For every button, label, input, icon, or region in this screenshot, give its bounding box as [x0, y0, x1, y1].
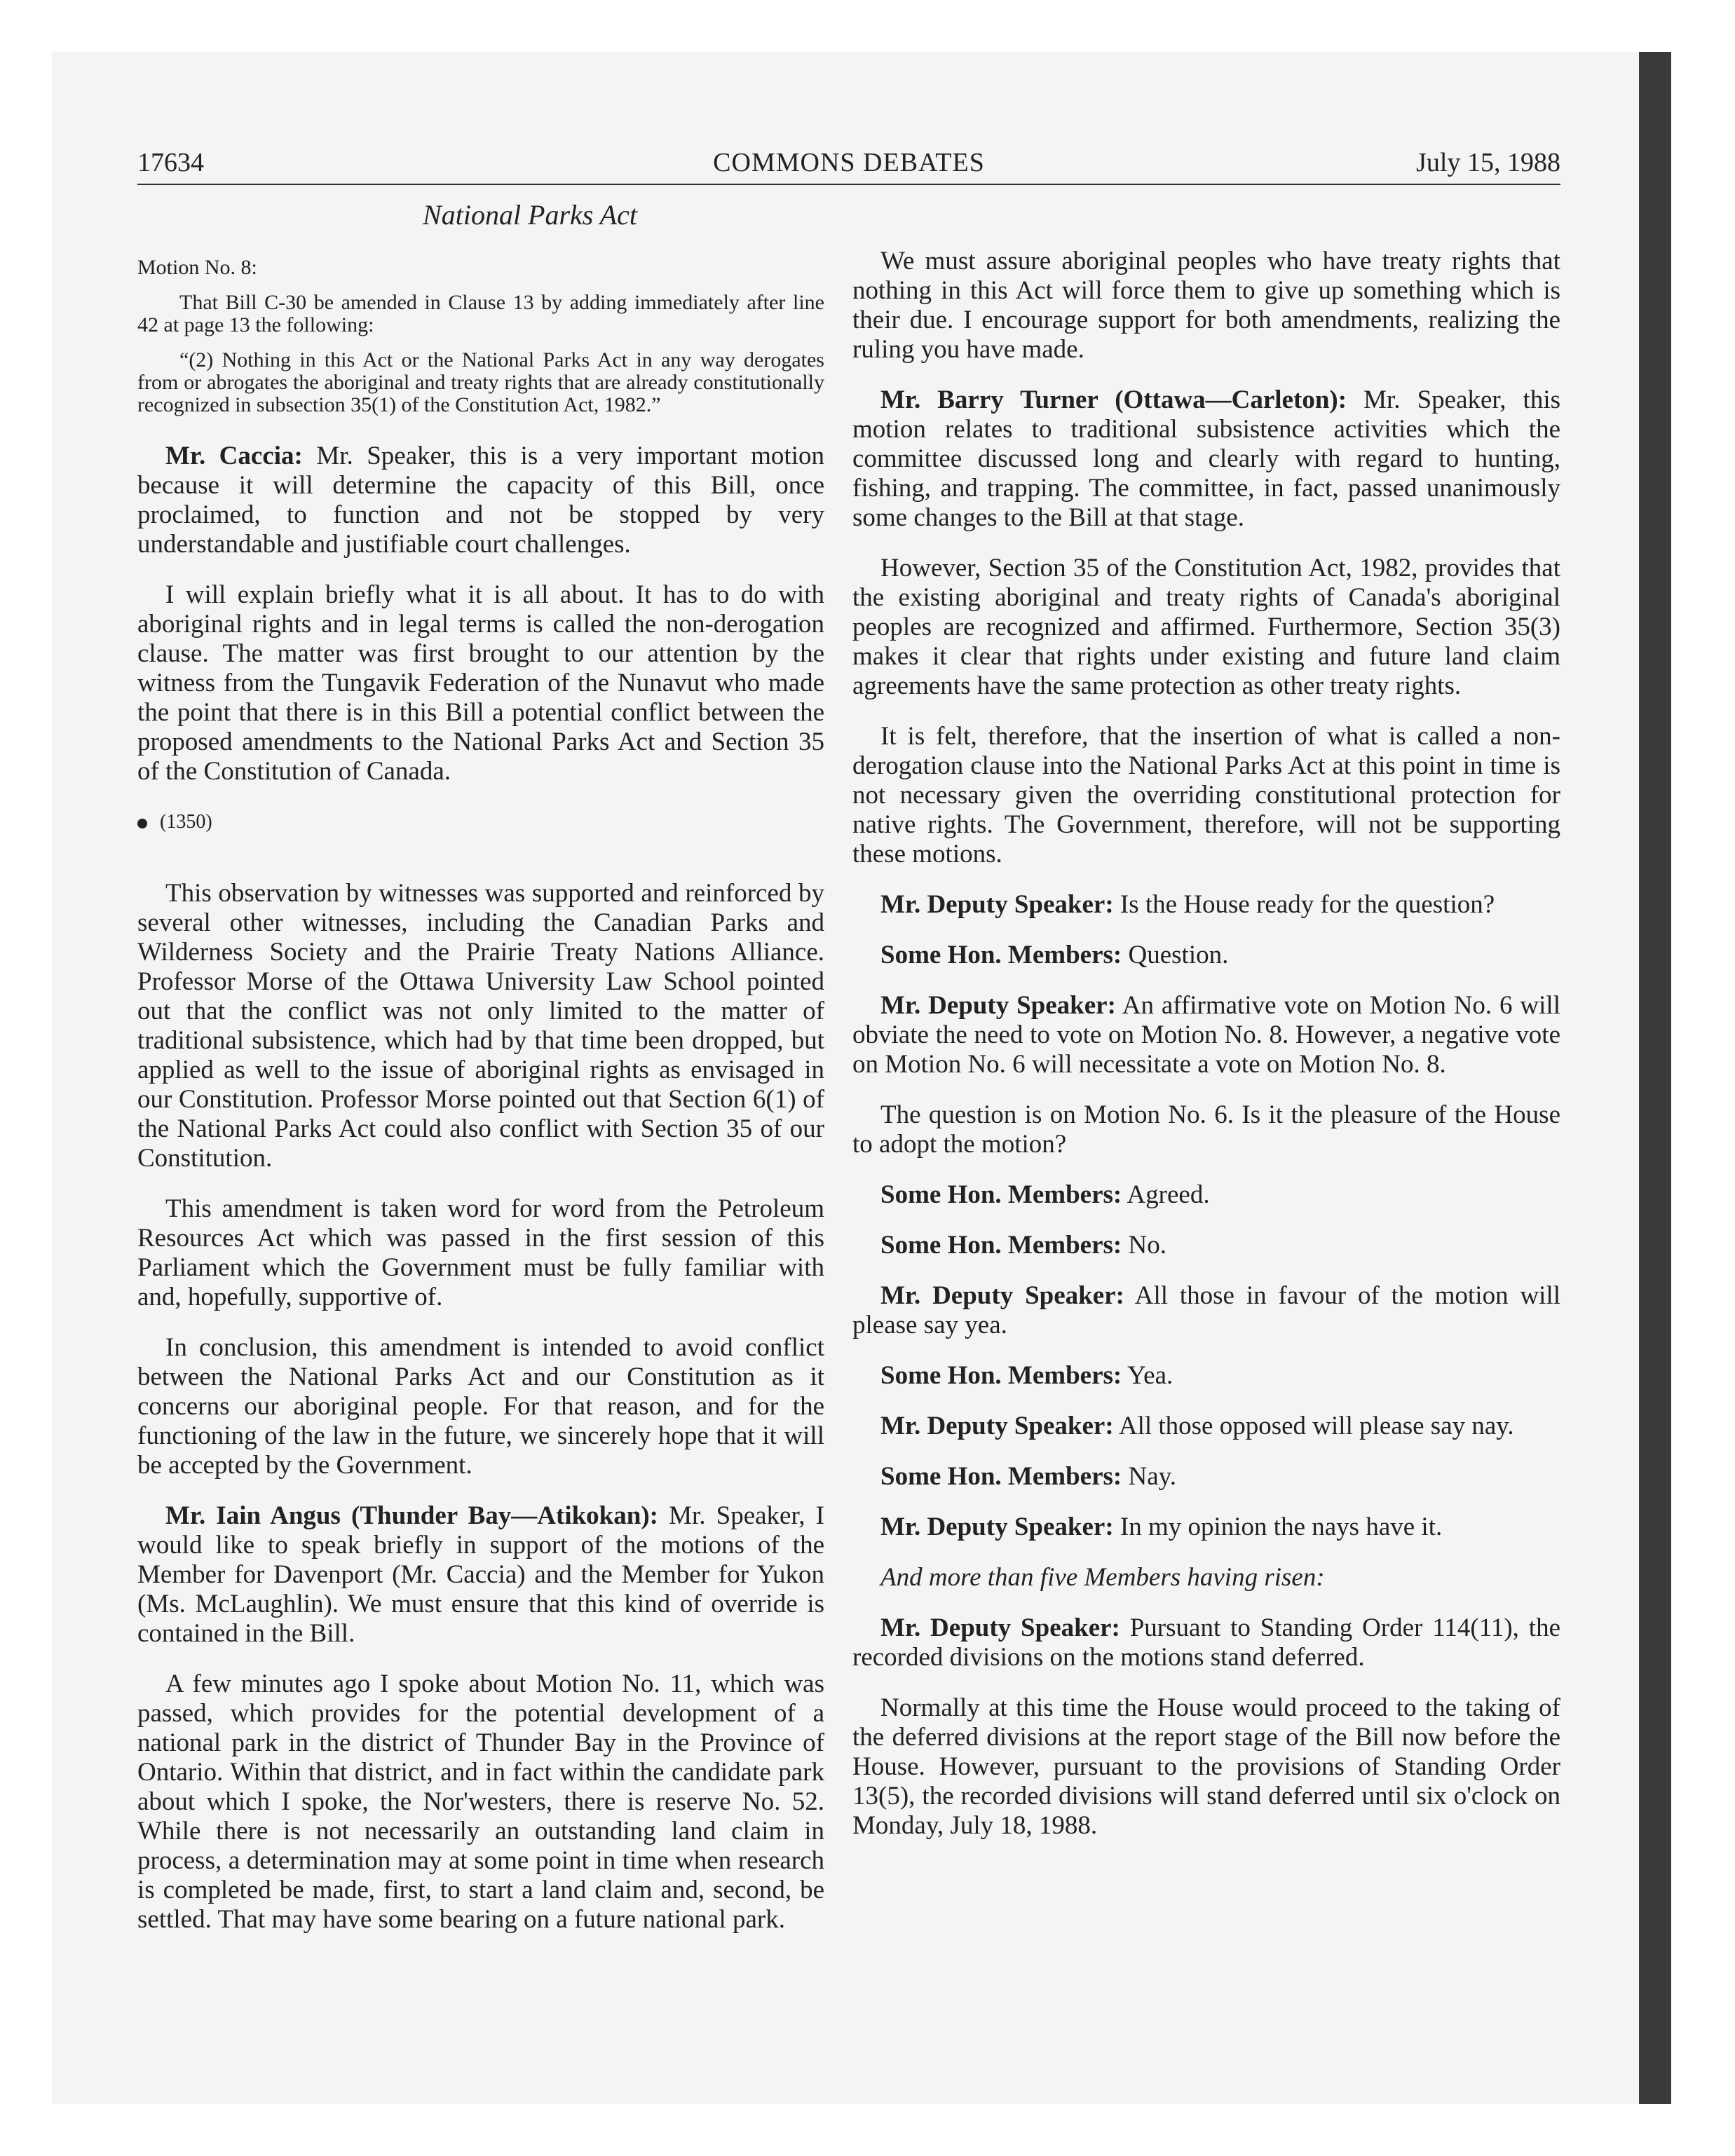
speaker-name: Some Hon. Members: [880, 941, 1122, 969]
paragraph [852, 1231, 1560, 1260]
paragraph-text: All those opposed will please say nay. [1113, 1412, 1514, 1440]
paragraph [137, 879, 824, 1173]
paragraph [852, 247, 1560, 364]
paragraph [852, 890, 1560, 920]
scan-edge-bar [1639, 52, 1671, 2104]
paragraph-text: And more than five Members having risen: [880, 1563, 1325, 1592]
paragraph-text: I will explain briefly what it is all about. It has to do with aboriginal rights and in legal terms is called the non-derogation clause. The matter was first brought to our attention by the witness from the Tungavik Federation of the Nunavut who made the point that there is in this Bill a potential conflict between the proposed amendments to the National Parks Act and Section 35 of the Constitution of Canada. [137, 580, 824, 786]
paragraph [137, 1501, 824, 1649]
paragraph [852, 1613, 1560, 1672]
paragraph-text: Agreed. [1122, 1180, 1210, 1209]
motion-quoted-text: “(2) Nothing in this Act or the National Parks Act in any way derogates from or abrogates the aboriginal and treaty rights that are already constitutionally recognized in subsection 35(1) of the Constitution Act, 1982.” [137, 348, 824, 416]
page-header [137, 147, 1560, 186]
paragraph [852, 941, 1560, 970]
paragraph [852, 1412, 1560, 1441]
paragraph [852, 1100, 1560, 1159]
paragraph-text: It is felt, therefore, that the insertion of what is called a non-derogation clause into the National Parks Act at this point in time is not necessary given the overriding constitutional protection for native rights. The Government, therefore, will not be supporting these motions. [852, 722, 1560, 868]
publication-title: COMMONS DEBATES [713, 148, 985, 177]
paragraph [852, 991, 1560, 1079]
speaker-name: Mr. Caccia: [165, 442, 303, 470]
motion-label: Motion No. 8: [137, 256, 257, 279]
paragraph-text: In conclusion, this amendment is intended to avoid conflict between the National Parks Act and our Constitution as it concerns our aboriginal people. For that reason, and for the functioning of the law in the future, we sincerely hope that it will be accepted by the Government. [137, 1333, 824, 1480]
speaker-name: Some Hon. Members: [880, 1180, 1122, 1209]
paragraph-text: This observation by witnesses was supported and reinforced by several other witnesses, including the Canadian Parks and Wilderness Society and the Prairie Treaty Nations Alliance. Professor Morse of the Ottawa University Law School pointed out that the conflict was not only limited to the matter of traditional subsistence, which had by that time been dropped, but applied as well to the issue of aboriginal rights as envisaged in our Constitution. Professor Morse pointed out that Section 6(1) of the National Parks Act could also conflict with Section 35 of our Constitution. [137, 879, 824, 1173]
speaker-name: Some Hon. Members: [880, 1231, 1122, 1260]
paragraph-text: An affirmative vote on Motion No. 6 will obviate the need to vote on Motion No. 8. However, a negative vote on Motion No. 6 will necessitate a vote on Motion No. 8. [852, 991, 1560, 1079]
paragraph-text: Mr. Speaker, this is a very important motion because it will determine the capacity of this Bill, once proclaimed, to function and not be stopped by very understandable and justifiable court challenges. [137, 442, 824, 559]
header-rule [137, 184, 1560, 185]
motion-text: That Bill C-30 be amended in Clause 13 by adding immediately after line 42 at page 13 the following: [137, 291, 824, 336]
left-column [137, 200, 824, 1956]
bullet-dot-icon [137, 819, 147, 828]
left-paragraphs-b [137, 879, 824, 1935]
time-marker [137, 807, 824, 837]
paragraph [137, 1194, 824, 1312]
paragraph [852, 1513, 1560, 1542]
paragraph-text: Mr. Speaker, this motion relates to traditional subsistence activities which the committee discussed long and clearly with regard to hunting, fishing, and trapping. The committee, in fact, passed unanimously some changes to the Bill at that stage. [852, 386, 1560, 532]
paragraph [137, 1670, 824, 1935]
speaker-name: Some Hon. Members: [880, 1462, 1122, 1491]
paragraph [137, 580, 824, 786]
paragraph-text: Normally at this time the House would proceed to the taking of the deferred divisions at the report stage of the Bill now before the House. However, pursuant to the provisions of Standing Order 13(5), the recorded divisions will stand deferred until six o'clock on Monday, July 18, 1988. [852, 1693, 1560, 1840]
paragraph-text: Pursuant to Standing Order 114(11), the recorded divisions on the motions stand deferred. [852, 1613, 1560, 1672]
paragraph-text: A few minutes ago I spoke about Motion No. 11, which was passed, which provides for the potential development of a national park in the district of Thunder Bay in the Province of Ontario. Within that district, and in fact within the candidate park about which I spoke, the Nor'westers, there is reserve No. 52. While there is not necessarily an outstanding land claim in process, a determination may at some point in time when research is completed be made, first, to start a land claim and, second, be settled. That may have some bearing on a future national park. [137, 1670, 824, 1934]
paragraph [852, 1563, 1560, 1592]
paragraph-text: We must assure aboriginal peoples who have treaty rights that nothing in this Act will force them to give up something which is their due. I encourage support for both amendments, realizing the ruling you have made. [852, 247, 1560, 364]
paragraph [852, 1361, 1560, 1391]
paragraph-text: Mr. Speaker, I would like to speak briefly in support of the motions of the Member for Davenport (Mr. Caccia) and the Member for Yukon (Ms. McLaughlin). We must ensure that this kind of override is contained in the Bill. [137, 1501, 824, 1648]
speaker-name: Mr. Deputy Speaker: [880, 1513, 1114, 1541]
paragraph [852, 1693, 1560, 1841]
speaker-name: Mr. Deputy Speaker: [880, 1281, 1124, 1310]
paragraph [852, 1180, 1560, 1210]
paragraph-text: All those in favour of the motion will please say yea. [852, 1281, 1560, 1339]
paragraph-text: Yea. [1122, 1361, 1173, 1390]
right-column [852, 247, 1560, 1862]
section-title: National Parks Act [423, 199, 637, 231]
speaker-name: Mr. Deputy Speaker: [880, 1613, 1120, 1642]
paragraph [852, 1462, 1560, 1492]
paragraph-text: The question is on Motion No. 6. Is it the pleasure of the House to adopt the motion? [852, 1100, 1560, 1159]
paragraph [137, 1333, 824, 1480]
paragraph-text: Is the House ready for the question? [1113, 890, 1495, 919]
paragraph [852, 1281, 1560, 1340]
paragraph-text: However, Section 35 of the Constitution Act, 1982, provides that the existing aboriginal and treaty rights of Canada's aboriginal peoples are recognized and affirmed. Furthermore, Section 35(3) makes it clear that rights under existing and future land claim agreements have the same protection as other treaty rights. [852, 554, 1560, 700]
speaker-name: Mr. Deputy Speaker: [880, 991, 1116, 1020]
speaker-name: Mr. Barry Turner (Ottawa—Carleton): [880, 386, 1347, 414]
speaker-name: Some Hon. Members: [880, 1361, 1122, 1390]
speaker-name: Mr. Iain Angus (Thunder Bay—Atikokan): [165, 1501, 658, 1530]
publication-date: July 15, 1988 [1416, 148, 1560, 177]
page-number: 17634 [137, 148, 204, 177]
speaker-name: Mr. Deputy Speaker: [880, 1412, 1114, 1440]
paragraph-text: In my opinion the nays have it. [1113, 1513, 1443, 1541]
paragraph-text: This amendment is taken word for word from the Petroleum Resources Act which was passed in the first session of this Parliament which the Government must be fully familiar with and, hopefully, supportive of. [137, 1194, 824, 1311]
right-paragraphs [852, 247, 1560, 1841]
paragraph [852, 386, 1560, 533]
paragraph [852, 722, 1560, 869]
paragraph-text: Nay. [1122, 1462, 1176, 1491]
paragraph-text: No. [1122, 1231, 1166, 1260]
speaker-name: Mr. Deputy Speaker: [880, 890, 1114, 919]
time-marker-label: (1350) [160, 811, 212, 833]
paragraph-text: Question. [1122, 941, 1229, 969]
paragraph [852, 554, 1560, 701]
left-paragraphs-a [137, 442, 824, 786]
paragraph [137, 442, 824, 559]
